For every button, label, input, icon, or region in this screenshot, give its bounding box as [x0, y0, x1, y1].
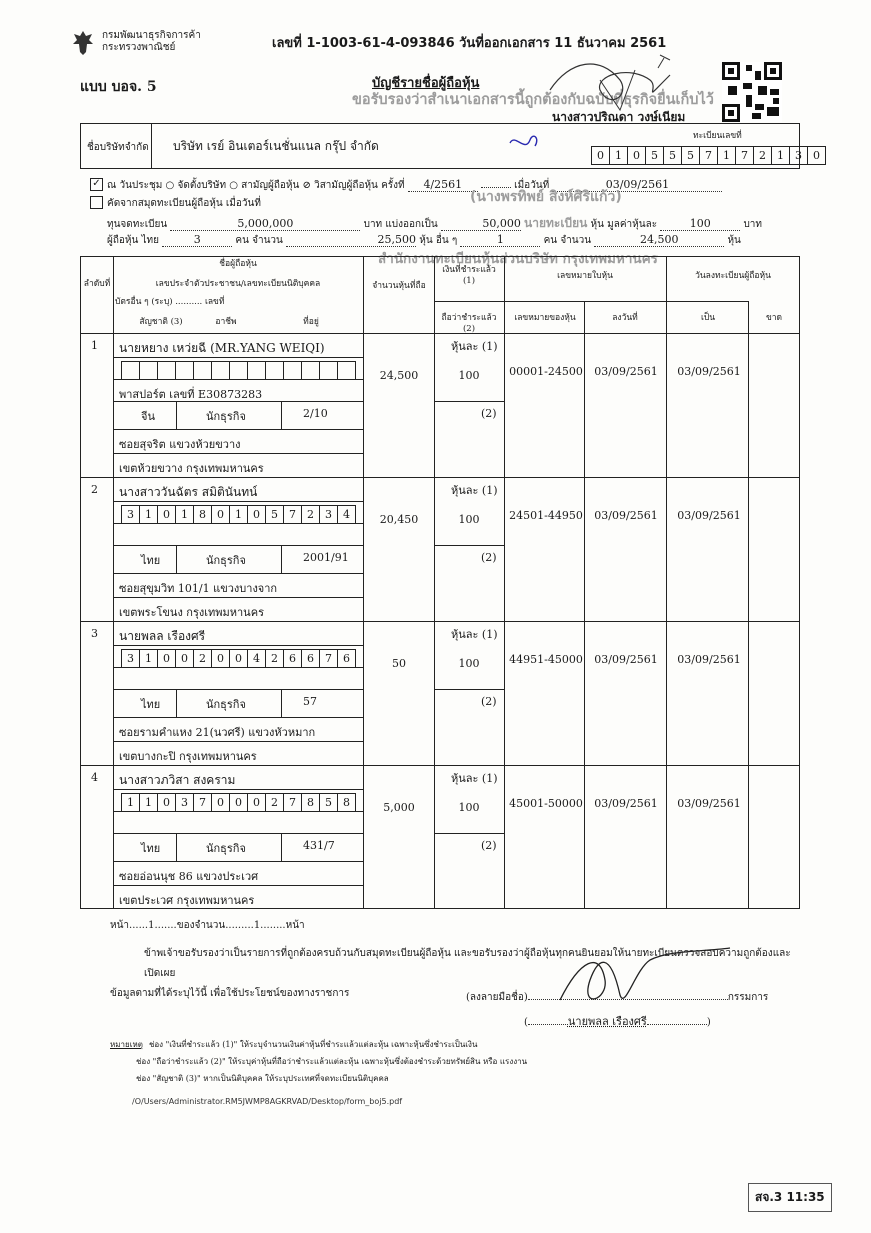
row-seq: 1: [91, 339, 98, 352]
department-name: กรมพัฒนาธุรกิจการค้า กระทรวงพาณิชย์: [102, 30, 201, 53]
address-line-1: ซอยสุขุมวิท 101/1 แขวงบางจาก: [119, 582, 278, 595]
shares-held: 24,500: [379, 369, 419, 382]
id-digit: 3: [122, 506, 140, 523]
id-digit: 7: [320, 650, 338, 667]
share-count-total: 50,000: [441, 217, 521, 231]
per-share-label-1: หุ้นละ (1): [451, 484, 498, 497]
meeting-date: 03/09/2561: [552, 178, 722, 192]
col-seq: ลำดับที่: [83, 279, 111, 289]
address-line-2: เขตพระโขนง กรุงเทพมหานคร: [119, 606, 264, 619]
id-digit: 7: [284, 506, 302, 523]
nationality: จีน: [141, 410, 155, 423]
id-digit: 4: [248, 650, 266, 667]
registrar-stamp: (นางพรทิพย์ สิงห์ศิริแก้ว): [470, 189, 622, 205]
company-box: [80, 123, 820, 169]
holder-name: นายพลล เรืองศรี: [119, 629, 206, 643]
registration-digit: 2: [754, 147, 772, 164]
nationality: ไทย: [141, 842, 161, 855]
occupation: นักธุรกิจ: [206, 554, 246, 567]
id-digit: 6: [302, 650, 320, 667]
address-line-1: ซอยรามคำแหง 21(นวศรี) แขวงหัวหมาก: [119, 726, 316, 739]
id-digit: 0: [158, 506, 176, 523]
id-digit: 2: [194, 650, 212, 667]
certifier-name: นางสาวปริณดา วงษ์เนียม: [552, 110, 686, 124]
table-row: [81, 765, 799, 909]
thai-holders-count: 3: [162, 233, 232, 247]
id-digit: 8: [194, 506, 212, 523]
table-row: [81, 477, 799, 621]
col-share-no: เลขหมายของหุ้น: [514, 313, 576, 323]
id-digit: 0: [158, 650, 176, 667]
notes: หมายเหตุ ช่อง "เงินที่ชำระแล้ว (1)" ให้ระบุจำนวนเงินค่าหุ้นที่ชำระแล้วแต่ละหุ้น เฉพาะหุ้นซึ่งชำระเป็นเงิน ช่อง "ถือว่าชำระแล้ว (2)" ให้ระบุค่าหุ้นที่ถือว่าชำระแล้วแต่ละหุ้น เฉพาะหุ้นซึ่งต้องชำระด้วยทรัพย์สิน หรือ แรงงาน ช่อง "สัญชาติ (3)" หากเป็นนิติบุคคล ให้ระบุประเทศที่จดทะเบียนนิติบุคคล: [110, 1040, 528, 1083]
registration-digit: 1: [610, 147, 628, 164]
holder-name: นางสาวภวิสา สงคราม: [119, 773, 236, 787]
office-stamp: สำนักงานทะเบียนหุ้นส่วนบริษัท กรุงเทพมหานคร: [378, 251, 658, 267]
id-digit: [158, 362, 176, 379]
signer-name: นายพลล เรืองศรี: [567, 1015, 647, 1028]
row-seq: 4: [91, 771, 98, 784]
meeting-line: ณ วันประชุม ○ จัดตั้งบริษัท ○ สามัญผู้ถือหุ้น ⊘ วิสามัญผู้ถือหุ้น ครั้งที่ 4/2561 เมื่อวันที่ 03/09/2561: [107, 178, 797, 193]
id-digit: 4: [338, 506, 356, 523]
col-ceased: ขาด: [765, 313, 783, 323]
per-share-label-2: (2): [481, 695, 497, 708]
id-digit: 3: [122, 650, 140, 667]
col-share-count: จำนวนหุ้นที่ถือ: [372, 281, 426, 291]
page-count: หน้า......1.......ของจำนวน.........1........หน้า: [110, 920, 305, 931]
occupation: นักธุรกิจ: [206, 842, 246, 855]
form-code: แบบ บอจ. 5: [80, 79, 157, 95]
id-digit: [302, 362, 320, 379]
col-dated: ลงวันที่: [612, 313, 638, 323]
registration-digit: 5: [664, 147, 682, 164]
col-holder: ชื่อผู้ถือหุ้น: [219, 259, 257, 269]
id-digit: [140, 362, 158, 379]
id-digit: 0: [248, 794, 266, 811]
id-digit: [320, 362, 338, 379]
id-digit: 1: [140, 506, 158, 523]
id-digit: 1: [230, 506, 248, 523]
house-number: 2001/91: [303, 551, 349, 564]
certification-text: ข้าพเจ้าขอรับรองว่าเป็นรายการที่ถูกต้องครบถ้วนกับสมุดทะเบียนผู้ถือหุ้น และขอรับรองว่าผู้ถือหุ้นทุกคนยินยอมให้นายทะเบียนตรวจสอบความถูกต้องและเปิดเผย ข้อมูลตามที่ได้ระบุไว้นี้ เพื่อใช้ประโยชน์ของทางราชการ: [110, 948, 791, 999]
col-id-line: เลขประจำตัวประชาชน/เลขทะเบียนนิติบุคคล: [155, 279, 321, 289]
registration-digit: 0: [628, 147, 646, 164]
registration-date: 03/09/2561: [677, 653, 741, 666]
id-number-grid: [121, 361, 356, 380]
share-par-value: 100: [660, 217, 740, 231]
id-digit: 3: [320, 506, 338, 523]
id-digit: 0: [176, 650, 194, 667]
col-occupation: อาชีพ: [215, 317, 237, 327]
register-copy-line: คัดจากสมุดทะเบียนผู้ถือหุ้น เมื่อวันที่: [107, 198, 261, 209]
id-digit: [212, 362, 230, 379]
registration-digit: 1: [718, 147, 736, 164]
per-share-label-1: หุ้นละ (1): [451, 772, 498, 785]
cert-date: 03/09/2561: [594, 509, 658, 522]
registration-digit: 0: [592, 147, 610, 164]
nationality: ไทย: [141, 554, 161, 567]
paid-per-share: 100: [458, 801, 480, 814]
thai-holders-shares: 25,500: [286, 233, 416, 247]
col-paid: เงินที่ชำระแล้ว (1): [442, 265, 496, 286]
document-number: เลขที่ 1-1003-61-4-093846 วันที่ออกเอกสาร 11 ธันวาคม 2561: [272, 36, 667, 51]
id-digit: 1: [140, 650, 158, 667]
id-number-grid: [121, 793, 356, 812]
certified-copy-stamp: ขอรับรองว่าสำเนาเอกสารนี้ถูกต้องกับฉบับที่ธุรกิจยื่นเก็บไว้: [352, 92, 714, 108]
address-line-2: เขตบางกะปิ กรุงเทพมหานคร: [119, 750, 257, 763]
id-digit: [122, 362, 140, 379]
id-digit: 5: [266, 506, 284, 523]
share-range: 24501-44950: [509, 509, 583, 522]
id-digit: 0: [212, 506, 230, 523]
table-row: [81, 621, 799, 765]
registration-digit: 5: [646, 147, 664, 164]
cert-date: 03/09/2561: [594, 365, 658, 378]
row-seq: 3: [91, 627, 98, 640]
paid-per-share: 100: [458, 513, 480, 526]
col-reg-date: วันลงทะเบียนผู้ถือหุ้น: [695, 271, 771, 281]
id-digit: 0: [230, 794, 248, 811]
id-digit: 1: [176, 506, 194, 523]
share-range: 45001-50000: [509, 797, 583, 810]
registration-date: 03/09/2561: [677, 509, 741, 522]
occupation: นักธุรกิจ: [206, 698, 246, 711]
id-digit: 2: [302, 506, 320, 523]
address-line-1: ซอยอ่อนนุช 86 แขวงประเวศ: [119, 870, 259, 883]
registered-capital: 5,000,000: [170, 217, 360, 231]
id-digit: [338, 362, 356, 379]
director-signature-icon: [540, 940, 740, 1020]
col-became: เป็น: [700, 313, 716, 323]
registration-label: ทะเบียนเลขที่: [693, 131, 742, 141]
other-holders-count: 1: [460, 233, 540, 247]
house-number: 57: [303, 695, 317, 708]
paid-per-share: 100: [458, 369, 480, 382]
share-range: 44951-45000: [509, 653, 583, 666]
per-share-label-2: (2): [481, 551, 497, 564]
page-title: บัญชีรายชื่อผู้ถือหุ้น: [372, 76, 480, 91]
registration-digit: 5: [682, 147, 700, 164]
id-number-grid: [121, 649, 356, 668]
meeting-checkbox[interactable]: ✓: [90, 178, 103, 191]
registrar-role-stamp: นายทะเบียน: [524, 216, 588, 230]
company-name: บริษัท เรย์ อินเตอร์เนชั่นแนล กรุ๊ป จำกัด: [173, 139, 379, 153]
id-digit: 5: [320, 794, 338, 811]
shares-held: 5,000: [383, 801, 415, 814]
house-number: 431/7: [303, 839, 335, 852]
id-digit: 0: [230, 650, 248, 667]
registration-digit: 7: [736, 147, 754, 164]
registration-digit: 0: [808, 147, 826, 164]
per-share-label-1: หุ้นละ (1): [451, 340, 498, 353]
id-number-grid: [121, 505, 356, 524]
col-nationality: สัญชาติ (3): [139, 317, 183, 327]
id-digit: [284, 362, 302, 379]
share-range: 00001-24500: [509, 365, 583, 378]
holder-name: นายหยาง เหว่ยฉี (MR.YANG WEIQI): [119, 341, 325, 355]
col-cert-no: เลขหมายใบหุ้น: [557, 271, 613, 281]
id-digit: 7: [194, 794, 212, 811]
company-label: ชื่อบริษัทจำกัด: [87, 142, 149, 153]
file-path: /O/Users/Administrator.RM5JWMP8AGKRVAD/Desktop/form_boj5.pdf: [132, 1097, 403, 1106]
id-digit: 6: [284, 650, 302, 667]
garuda-emblem-icon: [72, 30, 94, 56]
id-digit: 7: [284, 794, 302, 811]
address-line-2: เขตห้วยขวาง กรุงเทพมหานคร: [119, 462, 264, 475]
id-digit: 2: [266, 794, 284, 811]
per-share-label-2: (2): [481, 407, 497, 420]
col-regarded-paid: ถือว่าชำระแล้ว (2): [441, 313, 497, 334]
capital-line: ทุนจดทะเบียน 5,000,000 บาท แบ่งออกเป็น 50,000 นายทะเบียน หุ้น มูลค่าหุ้นละ 100 บาท: [107, 216, 763, 230]
id-digit: [266, 362, 284, 379]
address-line-2: เขตประเวศ กรุงเทพมหานคร: [119, 894, 255, 907]
id-digit: [230, 362, 248, 379]
cert-date: 03/09/2561: [594, 797, 658, 810]
time-stamp-box: สจ.3 11:35: [748, 1183, 832, 1212]
passport-number: พาสปอร์ต เลขที่ E30873283: [119, 388, 263, 401]
signature-line: (ลงลายมือชื่อ) กรรมการ: [466, 992, 769, 1003]
id-digit: 0: [212, 794, 230, 811]
shares-held: 50: [392, 657, 406, 670]
id-digit: 0: [248, 506, 266, 523]
shares-held: 20,450: [379, 513, 419, 526]
paid-per-share: 100: [458, 657, 480, 670]
id-digit: 1: [140, 794, 158, 811]
id-digit: 3: [176, 794, 194, 811]
id-digit: 8: [338, 794, 356, 811]
registration-date: 03/09/2561: [677, 365, 741, 378]
occupation: นักธุรกิจ: [206, 410, 246, 423]
signer-line: ( นายพลล เรืองศรี ): [524, 1015, 711, 1028]
registration-digit: 7: [700, 147, 718, 164]
shareholders-table: [80, 256, 800, 909]
meeting-number: 4/2561: [408, 178, 478, 192]
nationality: ไทย: [141, 698, 161, 711]
house-number: 2/10: [303, 407, 328, 420]
col-address: ที่อยู่: [303, 317, 319, 327]
registration-digit: 3: [790, 147, 808, 164]
table-row: [81, 333, 799, 477]
cert-date: 03/09/2561: [594, 653, 658, 666]
col-other-card: บัตรอื่น ๆ (ระบุ) .......... เลขที่: [115, 297, 225, 307]
holder-name: นางสาววันฉัตร สมิตินันทน์: [119, 485, 258, 499]
register-copy-checkbox[interactable]: [90, 196, 103, 209]
id-digit: 2: [266, 650, 284, 667]
holders-line: ผู้ถือหุ้น ไทย 3 คน จำนวน 25,500 หุ้น อื่น ๆ 1 คน จำนวน 24,500 หุ้น: [107, 233, 741, 246]
id-digit: [176, 362, 194, 379]
id-digit: 0: [158, 794, 176, 811]
id-digit: 8: [302, 794, 320, 811]
row-seq: 2: [91, 483, 98, 496]
id-digit: 0: [212, 650, 230, 667]
id-digit: [194, 362, 212, 379]
registration-date: 03/09/2561: [677, 797, 741, 810]
note-label: หมายเหตุ: [110, 1040, 143, 1049]
per-share-label-2: (2): [481, 839, 497, 852]
id-digit: 6: [338, 650, 356, 667]
id-digit: 1: [122, 794, 140, 811]
other-holders-shares: 24,500: [594, 233, 724, 247]
registration-digit: 1: [772, 147, 790, 164]
registration-number-grid: [591, 146, 826, 165]
qr-code-icon: [722, 62, 782, 122]
per-share-label-1: หุ้นละ (1): [451, 628, 498, 641]
address-line-1: ซอยสุจริต แขวงห้วยขวาง: [119, 438, 241, 451]
id-digit: [248, 362, 266, 379]
